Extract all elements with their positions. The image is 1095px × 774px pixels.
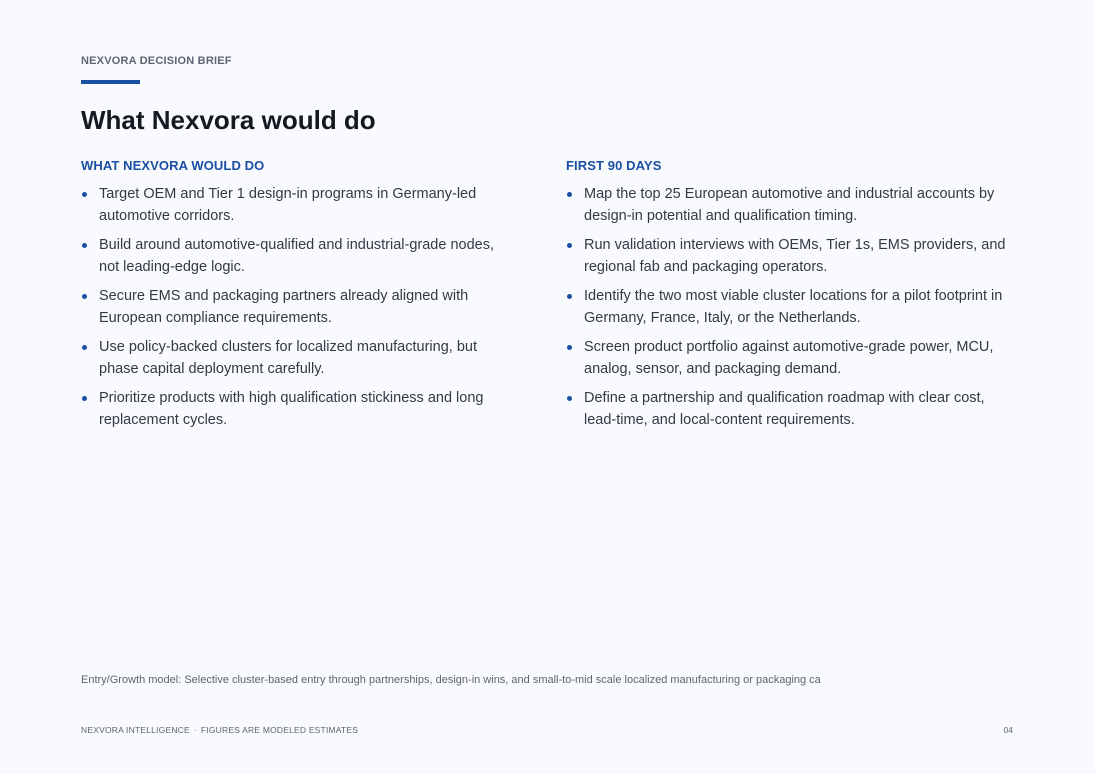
list-item	[566, 234, 1006, 278]
bullet-icon	[82, 243, 87, 248]
brief-page	[81, 0, 1016, 774]
bullet-icon	[567, 396, 572, 401]
list-item-text: Use policy-backed clusters for localized manufacturing, but phase capital deployment carefully.	[99, 339, 477, 377]
list-item-text: Screen product portfolio against automotive-grade power, MCU, analog, sensor, and packaging demand.	[584, 339, 994, 377]
actions-column	[81, 158, 511, 438]
actions-heading: WHAT NEXVORA WOULD DO	[81, 158, 265, 173]
list-item-text: Map the top 25 European automotive and industrial accounts by design-in potential and qualification timing.	[584, 186, 995, 224]
accent-rule	[81, 80, 140, 84]
list-item	[81, 183, 511, 227]
page-number: 04	[1003, 725, 1013, 735]
list-item-text: Target OEM and Tier 1 design-in programs in Germany-led automotive corridors.	[99, 186, 477, 224]
bullet-icon	[82, 192, 87, 197]
list-item-text: Identify the two most viable cluster locations for a pilot footprint in Germany, France, Italy, or the Netherlands.	[584, 288, 1003, 326]
page-title: What Nexvora would do	[81, 105, 376, 135]
list-item	[81, 336, 511, 380]
brief-kicker: NEXVORA DECISION BRIEF	[81, 55, 232, 67]
bullet-icon	[82, 396, 87, 401]
model-note: Entry/Growth model: Selective cluster-based entry through partnerships, design-in wins, and small-to-mid scale localized manufacturing or packaging ca	[81, 674, 821, 686]
footer-disclaimer: FIGURES ARE MODELED ESTIMATES	[200, 725, 359, 735]
first-90-days-column	[566, 158, 1006, 438]
bullet-icon	[567, 294, 572, 299]
first-90-days-list	[566, 183, 1006, 431]
footer-brand: NEXVORA INTELLIGENCE	[81, 725, 190, 735]
list-item	[566, 285, 1006, 329]
list-item	[81, 234, 511, 278]
footer-separator: ·	[193, 725, 197, 735]
list-item	[566, 336, 1006, 380]
list-item	[566, 387, 1006, 431]
bullet-icon	[567, 243, 572, 248]
list-item	[81, 285, 511, 329]
list-item-text: Define a partnership and qualification roadmap with clear cost, lead-time, and local-content requirements.	[584, 390, 985, 428]
list-item-text: Build around automotive-qualified and industrial-grade nodes, not leading-edge logic.	[99, 237, 494, 275]
bullet-icon	[567, 345, 572, 350]
list-item	[566, 183, 1006, 227]
actions-list	[81, 183, 511, 431]
footer-brand-line	[81, 725, 358, 735]
bullet-icon	[82, 345, 87, 350]
list-item-text: Secure EMS and packaging partners already aligned with European compliance requirements.	[99, 288, 469, 326]
list-item	[81, 387, 511, 431]
list-item-text: Prioritize products with high qualification stickiness and long replacement cycles.	[99, 390, 484, 428]
bullet-icon	[567, 192, 572, 197]
list-item-text: Run validation interviews with OEMs, Tier 1s, EMS providers, and regional fab and packaging operators.	[584, 237, 1006, 275]
first-90-days-heading: FIRST 90 DAYS	[566, 158, 662, 173]
bullet-icon	[82, 294, 87, 299]
